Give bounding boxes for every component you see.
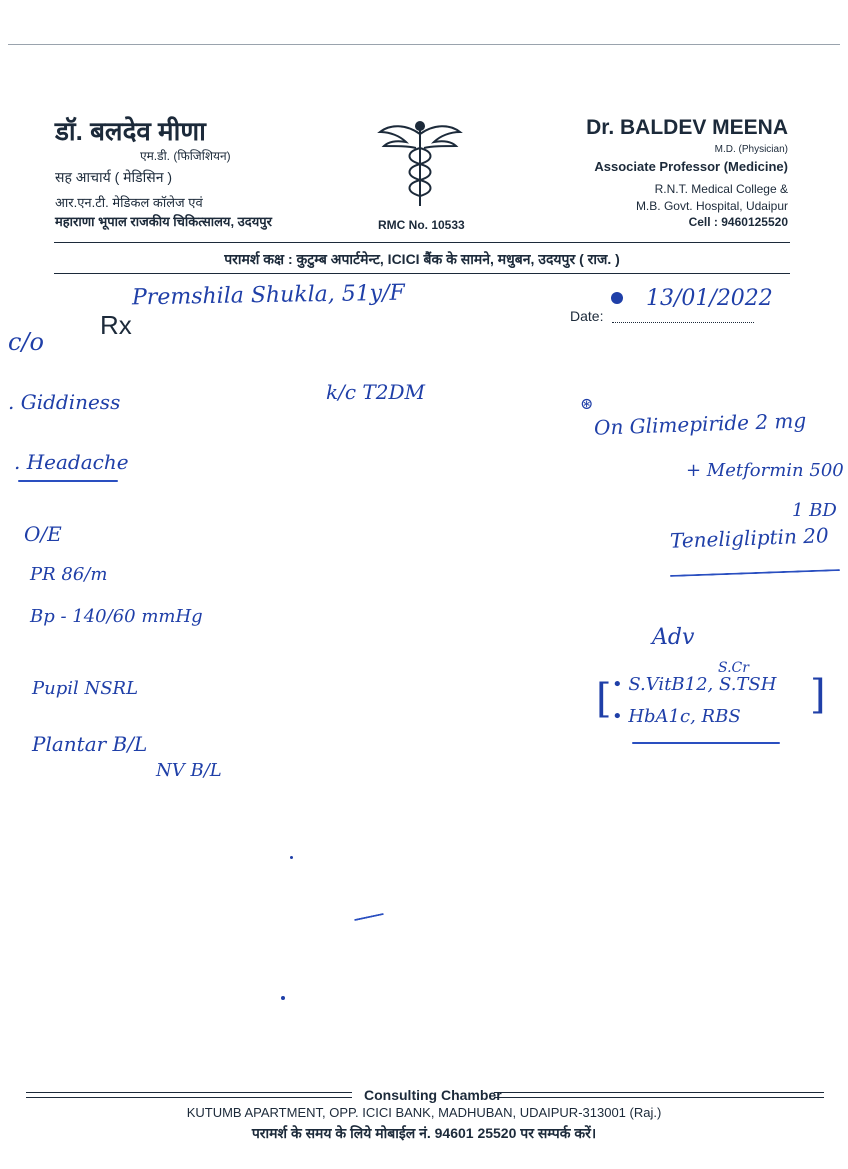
treatment-bullet: ⊛ [580, 394, 594, 413]
treatment-line3: 1 BD [792, 500, 837, 521]
footer-contact: परामर्श के समय के लिये मोबाईल नं. 94601 25520 पर सम्पर्क करें। [251, 1125, 597, 1141]
date-label: Date: [570, 308, 604, 324]
footer-chamber-label: Consulting Chamber [364, 1087, 502, 1103]
caduceus-logo [376, 118, 464, 210]
caduceus-icon [376, 118, 464, 210]
complaints-heading: c/o [8, 328, 44, 356]
exam-pr: PR 86/m [30, 564, 108, 585]
english-post: Associate Professor (Medicine) [594, 159, 788, 174]
header-rule-bottom [54, 273, 790, 274]
rx-symbol: Rx [100, 310, 132, 340]
complaint-1: . Giddiness [8, 390, 121, 414]
treatment-line2: + Metformin 500 [686, 460, 844, 481]
english-college-line2: M.B. Govt. Hospital, Udaipur [635, 199, 788, 213]
stray-mark-2 [354, 913, 384, 921]
exam-bp: Bp - 140/60 mmHg [30, 606, 203, 627]
date-value: 13/01/2022 [646, 286, 773, 311]
advice-bracket-left: [ [596, 676, 612, 722]
history: k/c T2DM [326, 380, 425, 404]
rmc-number: RMC No. 10533 [378, 218, 465, 232]
advice-scr: S.Cr [718, 660, 749, 676]
hindi-doctor-name: डॉ. बलदेव मीणा [55, 116, 206, 146]
date-bullet [611, 292, 623, 304]
hindi-degree: एम.डी. (फिजिशियन) [140, 149, 231, 163]
patient-name: Premshila Shukla, 51y/F [131, 280, 406, 311]
consultation-address: परामर्श कक्ष : कुटुम्ब अपार्टमेन्ट, ICICI बैंक के सामने, मधुबन, उदयपुर ( राज. ) [224, 251, 620, 267]
advice-bracket-right: ] [810, 672, 826, 718]
footer-address: KUTUMB APARTMENT, OPP. ICICI BANK, MADHUBAN, UDAIPUR-313001 (Raj.) [186, 1105, 662, 1120]
exam-plantar: Plantar B/L [32, 732, 148, 756]
complaint-2: . Headache [14, 450, 129, 474]
english-degree: M.D. (Physician) [714, 144, 788, 155]
advice-underline [632, 742, 780, 744]
advice-heading: Adv [652, 625, 695, 650]
treatment-underline [670, 569, 840, 577]
exam-plantar-2: NV B/L [156, 760, 222, 781]
treatment-line4: Teneligliptin 20 [669, 523, 830, 553]
hindi-post: सह आचार्य ( मेडिसिन ) [55, 169, 173, 185]
hindi-college-line1: आर.एन.टी. मेडिकल कॉलेज एवं [55, 195, 203, 210]
stray-mark-1 [290, 856, 293, 859]
exam-pupil: Pupil NSRL [32, 678, 139, 699]
treatment-line1: On Glimepiride 2 mg [593, 408, 807, 440]
english-doctor-name: Dr. BALDEV MEENA [586, 116, 788, 139]
stray-mark-3 [281, 996, 285, 1000]
top-border-line [8, 44, 840, 45]
cell-number: Cell : 9460125520 [688, 215, 788, 229]
hindi-college-line2: महाराणा भूपाल राजकीय चिकित्सालय, उदयपुर [55, 214, 272, 229]
date-dotted-line [612, 322, 754, 323]
advice-line1: • S.VitB12, S.TSH [612, 674, 777, 695]
header-rule-top [54, 242, 790, 243]
footer-double-rule-left [26, 1092, 352, 1098]
advice-line2: • HbA1c, RBS [612, 706, 741, 727]
footer-double-rule-right [494, 1092, 824, 1098]
english-college-line1: R.N.T. Medical College & [654, 182, 788, 196]
exam-heading: O/E [24, 522, 62, 546]
complaint-2-underline [18, 480, 118, 482]
